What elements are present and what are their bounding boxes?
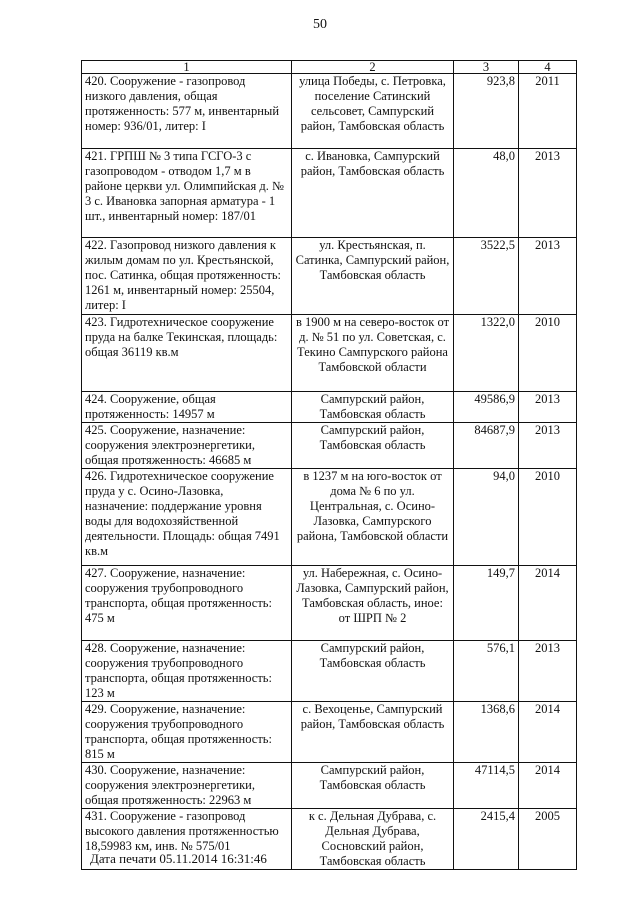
object-year: 2013: [519, 641, 577, 702]
object-year: 2014: [519, 702, 577, 763]
table-row: [82, 469, 577, 566]
object-value: 94,0: [454, 469, 519, 566]
object-name: 422. Газопровод низкого давления к жилым домам по ул. Крестьянской, пос. Сатинка, общая протяженность: 1261 м, инвентарный номер: 25504, литер: I: [82, 238, 292, 315]
object-year: 2013: [519, 149, 577, 238]
object-value: 923,8: [454, 74, 519, 149]
object-year: 2011: [519, 74, 577, 149]
table-row: [82, 763, 577, 809]
object-value: 1322,0: [454, 315, 519, 392]
object-year: 2013: [519, 392, 577, 423]
object-address: в 1900 м на северо-восток от д. № 51 по ул. Советская, с. Текино Сампурского района Тамбовской области: [292, 315, 454, 392]
object-name: 426. Гидротехническое сооружение пруда у с. Осино-Лазовка, назначение: поддержание уровня воды для водохозяйственной деятельности. Площадь: общая 7491 кв.м: [82, 469, 292, 566]
object-year: 2005: [519, 809, 577, 870]
object-value: 49586,9: [454, 392, 519, 423]
object-address: Сампурский район, Тамбовская область: [292, 641, 454, 702]
header-cell-3: 3: [454, 61, 519, 74]
header-cell-2: 2: [292, 61, 454, 74]
object-address: с. Ивановка, Сампурский район, Тамбовская область: [292, 149, 454, 238]
object-address: Сампурский район, Тамбовская область: [292, 392, 454, 423]
object-value: 3522,5: [454, 238, 519, 315]
object-address: к с. Дельная Дубрава, с. Дельная Дубрава, Сосновский район, Тамбовская область: [292, 809, 454, 870]
object-name: 429. Сооружение, назначение: сооружения трубопроводного транспорта, общая протяженность: 815 м: [82, 702, 292, 763]
object-value: 48,0: [454, 149, 519, 238]
object-address: с. Вехоценье, Сампурский район, Тамбовская область: [292, 702, 454, 763]
object-value: 84687,9: [454, 423, 519, 469]
object-value: 576,1: [454, 641, 519, 702]
object-name: 428. Сооружение, назначение: сооружения трубопроводного транспорта, общая протяженность: 123 м: [82, 641, 292, 702]
header-cell-1: 1: [82, 61, 292, 74]
table-row: [82, 566, 577, 641]
object-value: 2415,4: [454, 809, 519, 870]
object-address: Сампурский район, Тамбовская область: [292, 423, 454, 469]
object-year: 2010: [519, 315, 577, 392]
object-year: 2010: [519, 469, 577, 566]
object-value: 47114,5: [454, 763, 519, 809]
object-year: 2013: [519, 238, 577, 315]
object-address: в 1237 м на юго-восток от дома № 6 по ул. Центральная, с. Осино-Лазовка, Сампурского района, Тамбовской области: [292, 469, 454, 566]
table-row: [82, 238, 577, 315]
table-row: [82, 315, 577, 392]
table-row: [82, 423, 577, 469]
object-address: ул. Крестьянская, п. Сатинка, Сампурский район, Тамбовская область: [292, 238, 454, 315]
table-row: [82, 702, 577, 763]
table-row: [82, 641, 577, 702]
object-address: Сампурский район, Тамбовская область: [292, 763, 454, 809]
object-year: 2014: [519, 763, 577, 809]
header-row: [82, 61, 577, 74]
object-address: улица Победы, с. Петровка, поселение Сатинский сельсовет, Сампурский район, Тамбовская область: [292, 74, 454, 149]
object-name: 431. Сооружение - газопровод высокого давления протяженностью 18,59983 км, инв. № 575/01: [82, 809, 292, 870]
object-year: 2013: [519, 423, 577, 469]
object-name: 427. Сооружение, назначение: сооружения трубопроводного транспорта, общая протяженность: 475 м: [82, 566, 292, 641]
object-year: 2014: [519, 566, 577, 641]
object-address: ул. Набережная, с. Осино-Лазовка, Сампурский район, Тамбовская область, иное: от ШРП № 2: [292, 566, 454, 641]
object-value: 1368,6: [454, 702, 519, 763]
page-number: 50: [313, 17, 327, 32]
object-name: 421. ГРПШ № 3 типа ГСГО-3 с газопроводом - отводом 1,7 м в районе церкви ул. Олимпийская д. № 3 с. Ивановка запорная арматура - 1 шт., инвентарный номер: 187/01: [82, 149, 292, 238]
object-name: 425. Сооружение, назначение: сооружения электроэнергетики, общая протяженность: 46685 м: [82, 423, 292, 469]
object-name: 423. Гидротехническое сооружение пруда на балке Текинская, площадь: общая 36119 кв.м: [82, 315, 292, 392]
object-value: 149,7: [454, 566, 519, 641]
print-date: Дата печати 05.11.2014 16:31:46: [90, 851, 267, 866]
object-name: 430. Сооружение, назначение: сооружения электроэнергетики, общая протяженность: 22963 м: [82, 763, 292, 809]
table-row: [82, 74, 577, 149]
table-row: [82, 392, 577, 423]
object-name: 420. Сооружение - газопровод низкого давления, общая протяженность: 577 м, инвентарный номер: 936/01, литер: I: [82, 74, 292, 149]
table-row: [82, 149, 577, 238]
registry-table: [81, 60, 577, 870]
header-cell-4: 4: [519, 61, 577, 74]
object-name: 424. Сооружение, общая протяженность: 14957 м: [82, 392, 292, 423]
